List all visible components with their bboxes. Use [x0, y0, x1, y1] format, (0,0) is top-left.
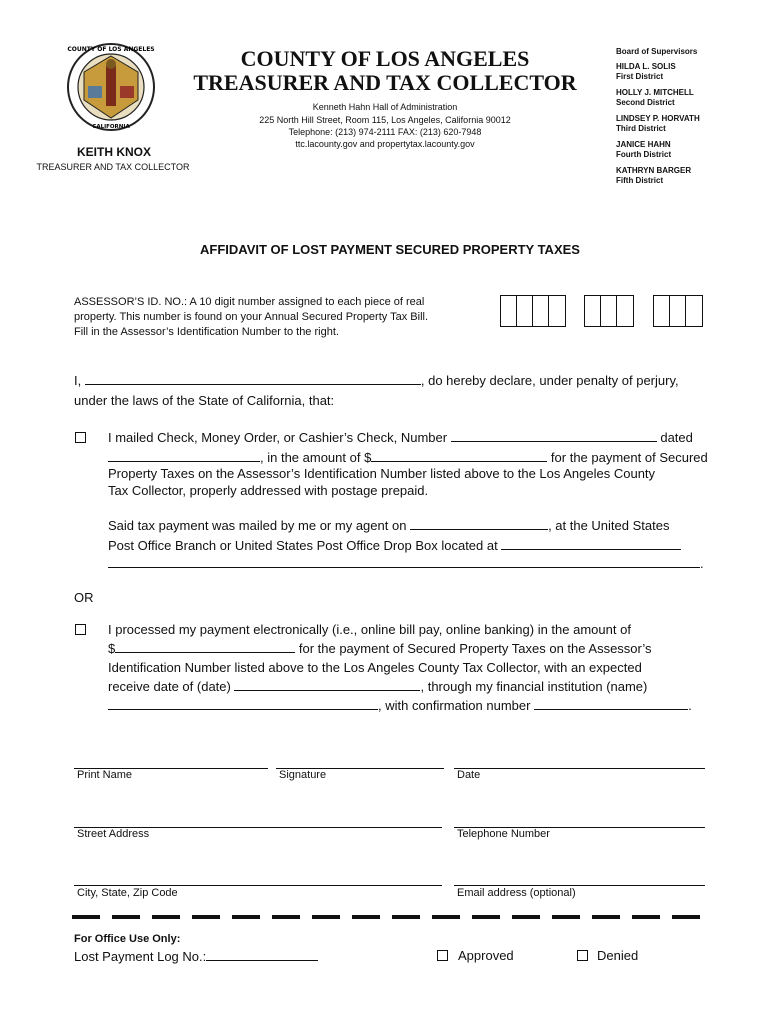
board-member-district: Second District — [616, 98, 675, 107]
lost-log-label: Lost Payment Log No.: — [74, 949, 207, 964]
ain-digits-group3[interactable] — [653, 295, 703, 327]
post-office-location-label: Post Office Branch or United States Post Office Drop Box located at — [108, 538, 498, 553]
ain-digit-box[interactable] — [533, 296, 549, 326]
lost-log-row — [74, 947, 318, 966]
board-member-name: HILDA L. SOLIS — [616, 62, 676, 71]
ain-digit-box[interactable] — [501, 296, 517, 326]
option1-text: I mailed Check, Money Order, or Cashier’s Check, Number — [108, 430, 448, 445]
confirmation-label: , with confirmation number — [378, 698, 531, 713]
option2-line1: I processed my payment electronically (i.e., online bill pay, online banking) in the amount of — [108, 622, 631, 637]
dollar-sign: $ — [108, 641, 116, 656]
electronic-amount-field[interactable] — [115, 640, 295, 653]
header-title-line1: COUNTY OF LOS ANGELES — [240, 46, 530, 71]
svg-text:COUNTY OF LOS ANGELES: COUNTY OF LOS ANGELES — [67, 46, 155, 53]
address-line3: Telephone: (213) 974-2111 FAX: (213) 620-7948 — [288, 127, 482, 137]
board-of-supervisors — [616, 47, 700, 186]
date-field[interactable] — [454, 768, 705, 769]
option1-line5 — [108, 516, 728, 535]
declaration-line1 — [74, 371, 714, 390]
check-number-field[interactable] — [451, 429, 657, 442]
option1-line6 — [108, 536, 728, 555]
post-office-label: , at the United States — [548, 518, 670, 533]
email-field[interactable] — [454, 885, 705, 886]
post-office-location-field-2[interactable] — [108, 555, 700, 568]
print-name-label: Print Name — [77, 769, 133, 781]
electronic-payment-checkbox[interactable] — [75, 624, 86, 635]
address-line1: Kenneth Hahn Hall of Administration — [312, 102, 458, 112]
board-member-name: JANICE HAHN — [616, 140, 671, 149]
street-address-label: Street Address — [77, 828, 150, 840]
board-member-district: First District — [616, 72, 664, 81]
office-use-heading: For Office Use Only: — [74, 933, 181, 945]
lost-log-field[interactable] — [206, 948, 318, 961]
date-label: Date — [457, 769, 481, 781]
dashed-divider — [72, 915, 712, 919]
board-member-name: HOLLY J. MITCHELL — [616, 88, 694, 97]
receive-date-field[interactable] — [234, 678, 420, 691]
post-office-location-field[interactable] — [501, 537, 681, 550]
approved-label: Approved — [458, 948, 514, 963]
signature-label: Signature — [279, 769, 327, 781]
officer-title: TREASURER AND TAX COLLECTOR — [36, 162, 190, 172]
confirmation-number-field[interactable] — [534, 697, 688, 710]
denied-label: Denied — [597, 948, 639, 963]
declare-i: I, — [74, 373, 82, 388]
option2-payment-label: for the payment of Secured Property Taxes on the Assessor’s — [298, 641, 652, 656]
officer-name: KEITH KNOX — [76, 145, 151, 159]
header-title-line2: TREASURER AND TAX COLLECTOR — [193, 70, 577, 95]
city-state-zip-field[interactable] — [74, 885, 442, 886]
ain-digit-box[interactable] — [686, 296, 702, 326]
approved-checkbox[interactable] — [437, 950, 448, 961]
ain-line3: Fill in the Assessor’s Identification Number to the right. — [74, 326, 339, 338]
mailed-payment-checkbox[interactable] — [75, 432, 86, 443]
option2-line3: Identification Number listed above to the Los Angeles County Tax Collector, with an expected — [108, 660, 642, 675]
declare-rest: , do hereby declare, under penalty of perjury, — [420, 373, 679, 388]
board-member-name: KATHRYN BARGER — [616, 166, 692, 175]
ain-digits-group2[interactable] — [584, 295, 634, 327]
form-title: AFFIDAVIT OF LOST PAYMENT SECURED PROPERTY TAXES — [200, 242, 580, 257]
option1-line4: Tax Collector, properly addressed with postage prepaid. — [108, 483, 429, 498]
option2-line5 — [108, 696, 728, 715]
ain-instructions — [74, 295, 494, 340]
telephone-label: Telephone Number — [457, 828, 550, 840]
period: . — [688, 698, 692, 713]
ain-digit-box[interactable] — [517, 296, 533, 326]
board-member-name: LINDSEY P. HORVATH — [616, 114, 700, 123]
ain-digit-box[interactable] — [670, 296, 686, 326]
option1-dated-label: dated — [660, 430, 693, 445]
board-heading: Board of Supervisors — [616, 47, 698, 56]
receive-date-label: receive date of (date) — [108, 679, 231, 694]
ain-line1: ASSESSOR’S ID. NO.: A 10 digit number assigned to each piece of real — [74, 296, 425, 308]
county-seal-logo — [66, 42, 156, 132]
address-line4: ttc.lacounty.gov and propertytax.lacounty.gov — [295, 139, 475, 149]
institution-name-field[interactable] — [108, 697, 378, 710]
address-line2: 225 North Hill Street, Room 115, Los Angeles, California 90012 — [259, 115, 511, 125]
option1-line7 — [108, 554, 728, 573]
board-member-district: Third District — [616, 124, 666, 133]
ain-digit-box[interactable] — [601, 296, 617, 326]
ain-digits-group1[interactable] — [500, 295, 566, 327]
email-label: Email address (optional) — [457, 887, 576, 899]
institution-label: , through my financial institution (name) — [420, 679, 648, 694]
option1-line1 — [108, 428, 728, 447]
check-date-field[interactable] — [108, 449, 260, 462]
ain-digit-box[interactable] — [654, 296, 670, 326]
option1-line3: Property Taxes on the Assessor’s Identification Number listed above to the Los Angeles County — [108, 466, 656, 481]
mailed-on-label: Said tax payment was mailed by me or my agent on — [108, 518, 407, 533]
ain-line2: property. This number is found on your Annual Secured Property Tax Bill. — [74, 311, 429, 323]
check-amount-field[interactable] — [371, 449, 547, 462]
ain-digit-box[interactable] — [617, 296, 633, 326]
option2-line4 — [108, 677, 728, 696]
denied-checkbox[interactable] — [577, 950, 588, 961]
mailed-date-field[interactable] — [410, 517, 548, 530]
period: . — [700, 556, 704, 571]
board-member-district: Fifth District — [616, 176, 664, 185]
or-label: OR — [74, 590, 94, 605]
declarant-name-field[interactable] — [85, 372, 421, 385]
ain-digit-box[interactable] — [585, 296, 601, 326]
board-member-district: Fourth District — [616, 150, 672, 159]
city-state-zip-label: City, State, Zip Code — [77, 887, 178, 899]
ain-digit-box[interactable] — [549, 296, 565, 326]
svg-text:CALIFORNIA: CALIFORNIA — [92, 124, 130, 130]
option1-payment-label: for the payment of Secured — [550, 450, 708, 465]
option2-line2 — [108, 639, 728, 658]
declaration-line2: under the laws of the State of California, that: — [74, 393, 335, 408]
option1-amount-label: , in the amount of $ — [260, 450, 372, 465]
